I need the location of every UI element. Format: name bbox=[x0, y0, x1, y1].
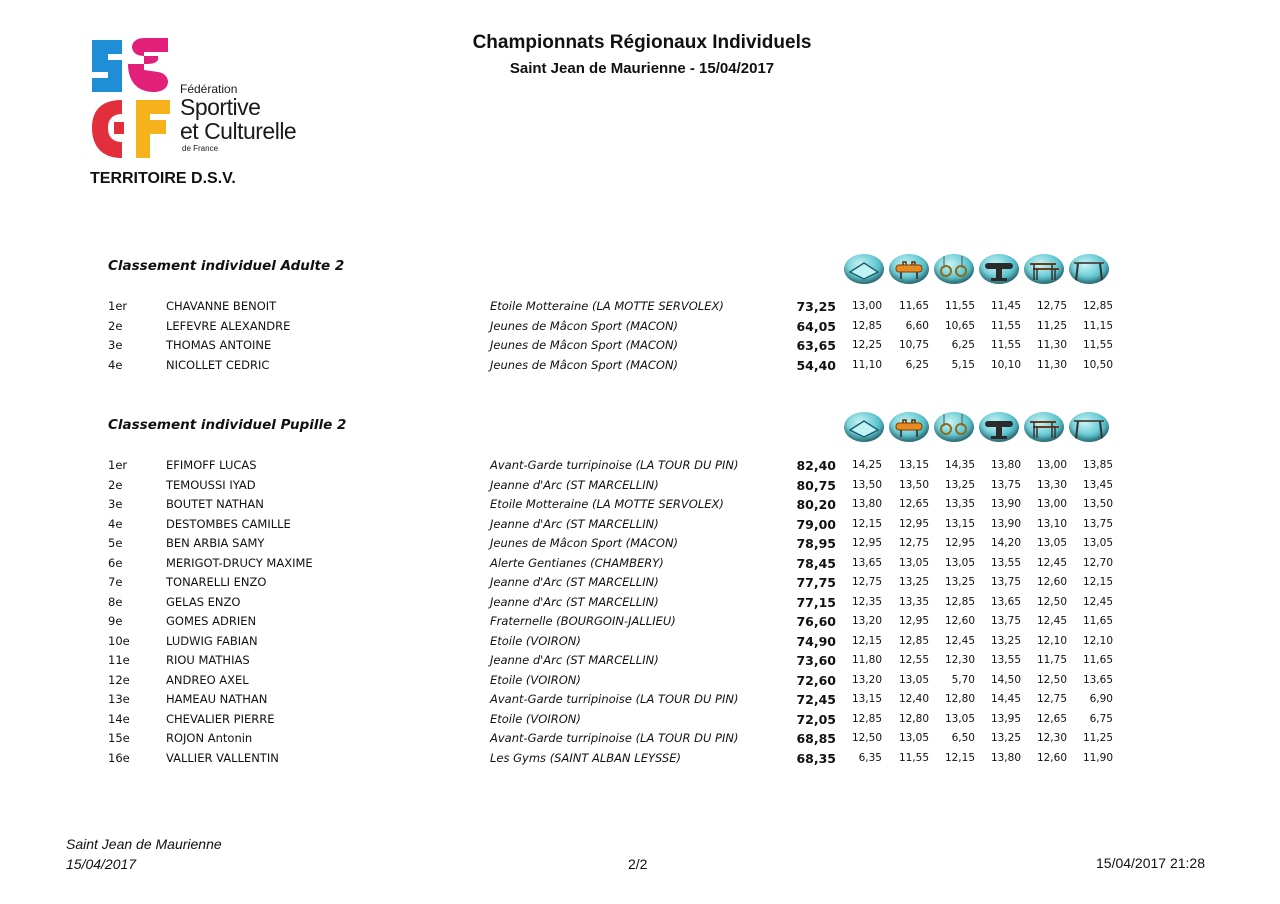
rank-cell: 1er bbox=[108, 458, 128, 472]
apparatus-score-cell: 6,25 bbox=[951, 339, 975, 351]
logo-line-france: de France bbox=[182, 144, 219, 153]
apparatus-score-cell: 13,25 bbox=[898, 576, 929, 588]
apparatus-score-cell: 13,15 bbox=[851, 693, 882, 705]
apparatus-score-cell: 12,75 bbox=[1036, 300, 1067, 312]
apparatus-score-cell: 13,75 bbox=[990, 478, 1021, 491]
apparatus-score-cell: 13,05 bbox=[898, 556, 929, 569]
club-cell: Jeunes de Mâcon Sport (MACON) bbox=[490, 318, 679, 333]
apparatus-score-cell: 13,85 bbox=[1082, 459, 1113, 471]
apparatus-score-cell: 11,80 bbox=[851, 654, 882, 666]
apparatus-score-cell: 11,25 bbox=[1082, 732, 1113, 744]
gymnast-name-cell: ANDREO AXEL bbox=[166, 672, 249, 687]
rank-cell: 12e bbox=[108, 672, 130, 687]
parallel-bars-icon bbox=[1024, 412, 1064, 442]
total-score-cell: 73,60 bbox=[796, 653, 836, 668]
total-score-cell: 72,45 bbox=[796, 692, 836, 707]
apparatus-score-cell: 10,75 bbox=[898, 339, 929, 351]
total-score-cell: 77,15 bbox=[796, 594, 836, 610]
total-score-cell: 63,65 bbox=[796, 338, 836, 353]
club-cell: Les Gyms (SAINT ALBAN LEYSSE) bbox=[490, 750, 681, 765]
apparatus-score-cell: 13,55 bbox=[990, 654, 1021, 666]
apparatus-score-cell: 12,10 bbox=[1036, 634, 1067, 647]
rank-cell: 10e bbox=[108, 633, 130, 648]
apparatus-score-cell: 13,15 bbox=[944, 517, 975, 530]
apparatus-score-cell: 12,75 bbox=[1036, 693, 1067, 705]
apparatus-score-cell: 12,40 bbox=[898, 693, 929, 705]
club-cell: Jeunes de Mâcon Sport (MACON) bbox=[490, 357, 679, 372]
apparatus-score-cell: 10,65 bbox=[944, 319, 975, 332]
apparatus-score-cell: 11,55 bbox=[990, 319, 1021, 332]
rank-cell: 11e bbox=[108, 653, 130, 667]
section-title: Classement individuel Adulte 2 bbox=[108, 258, 345, 274]
rank-cell: 4e bbox=[108, 516, 123, 531]
rank-cell: 3e bbox=[108, 497, 123, 511]
result-row bbox=[0, 634, 1280, 653]
result-row bbox=[0, 319, 1280, 338]
apparatus-score-cell: 11,55 bbox=[898, 751, 929, 764]
apparatus-score-cell: 12,85 bbox=[944, 595, 975, 608]
apparatus-score-cell: 13,05 bbox=[1082, 537, 1113, 549]
club-cell: Jeanne d'Arc (ST MARCELLIN) bbox=[490, 594, 659, 609]
footer-place: Saint Jean de Maurienne bbox=[66, 836, 222, 852]
total-score-cell: 74,90 bbox=[796, 633, 836, 649]
page-subtitle: Saint Jean de Maurienne - 15/04/2017 bbox=[509, 60, 775, 77]
apparatus-score-cell: 11,55 bbox=[1082, 339, 1113, 351]
apparatus-score-cell: 12,50 bbox=[1036, 595, 1067, 608]
apparatus-score-cell: 13,50 bbox=[898, 478, 929, 491]
result-row bbox=[0, 731, 1280, 750]
apparatus-score-cell: 13,35 bbox=[944, 498, 975, 510]
gymnast-name-cell: LEFEVRE ALEXANDRE bbox=[166, 318, 291, 333]
apparatus-score-cell: 13,75 bbox=[990, 615, 1021, 627]
club-cell: Etoile Motteraine (LA MOTTE SERVOLEX) bbox=[490, 497, 724, 511]
apparatus-score-cell: 12,25 bbox=[851, 339, 882, 351]
apparatus-score-cell: 13,30 bbox=[1036, 478, 1067, 491]
apparatus-score-cell: 12,60 bbox=[1036, 751, 1067, 764]
total-score-cell: 79,00 bbox=[796, 516, 836, 532]
pommel-horse-icon bbox=[889, 254, 929, 284]
apparatus-score-cell: 12,95 bbox=[898, 615, 929, 627]
apparatus-score-cell: 11,15 bbox=[1082, 319, 1113, 332]
rank-cell: 8e bbox=[108, 594, 123, 609]
apparatus-score-cell: 13,55 bbox=[990, 556, 1021, 569]
logo-line-federation: Fédération bbox=[180, 82, 238, 96]
apparatus-score-cell: 6,25 bbox=[905, 358, 929, 371]
club-cell: Avant-Garde turripinoise (LA TOUR DU PIN) bbox=[490, 692, 739, 706]
result-row bbox=[0, 536, 1280, 555]
apparatus-score-cell: 14,35 bbox=[944, 459, 975, 471]
apparatus-score-cell: 12,45 bbox=[1036, 615, 1067, 627]
club-cell: Jeanne d'Arc (ST MARCELLIN) bbox=[490, 516, 659, 531]
apparatus-score-cell: 13,15 bbox=[898, 459, 929, 471]
total-score-cell: 54,40 bbox=[796, 357, 836, 373]
apparatus-score-cell: 12,85 bbox=[898, 634, 929, 647]
apparatus-score-cell: 13,05 bbox=[898, 732, 929, 744]
apparatus-score-cell: 11,65 bbox=[1082, 615, 1113, 627]
result-row bbox=[0, 712, 1280, 731]
apparatus-score-cell: 13,35 bbox=[898, 595, 929, 608]
territoire-label: TERRITOIRE D.S.V. bbox=[90, 170, 236, 187]
apparatus-score-cell: 13,00 bbox=[1036, 498, 1067, 510]
apparatus-score-cell: 12,10 bbox=[1082, 634, 1113, 647]
club-cell: Jeanne d'Arc (ST MARCELLIN) bbox=[490, 653, 659, 667]
apparatus-score-cell: 13,80 bbox=[990, 459, 1021, 471]
rank-cell: 13e bbox=[108, 692, 130, 706]
gymnast-name-cell: HAMEAU NATHAN bbox=[166, 692, 268, 706]
apparatus-score-cell: 13,65 bbox=[990, 595, 1021, 608]
apparatus-score-cell: 14,20 bbox=[990, 537, 1021, 549]
apparatus-score-cell: 10,10 bbox=[990, 358, 1021, 371]
gymnast-name-cell: CHEVALIER PIERRE bbox=[166, 711, 275, 726]
club-cell: Jeanne d'Arc (ST MARCELLIN) bbox=[490, 575, 659, 589]
gymnast-name-cell: THOMAS ANTOINE bbox=[166, 338, 272, 352]
apparatus-score-cell: 12,50 bbox=[851, 732, 882, 744]
club-cell: Jeunes de Mâcon Sport (MACON) bbox=[490, 536, 679, 550]
result-row bbox=[0, 299, 1280, 318]
apparatus-score-cell: 13,80 bbox=[990, 751, 1021, 764]
apparatus-score-cell: 13,25 bbox=[990, 732, 1021, 744]
gymnast-name-cell: EFIMOFF LUCAS bbox=[166, 458, 257, 472]
rank-cell: 7e bbox=[108, 575, 123, 589]
floor-icon bbox=[844, 412, 884, 442]
total-score-cell: 68,85 bbox=[796, 731, 836, 746]
pommel-horse-icon bbox=[889, 412, 929, 442]
apparatus-score-cell: 12,95 bbox=[898, 517, 929, 530]
apparatus-score-cell: 13,25 bbox=[990, 634, 1021, 647]
apparatus-score-cell: 11,10 bbox=[851, 358, 882, 371]
apparatus-score-cell: 12,80 bbox=[898, 712, 929, 725]
total-score-cell: 68,35 bbox=[796, 750, 836, 766]
result-row bbox=[0, 338, 1280, 357]
footer-page-number: 2/2 bbox=[628, 856, 648, 872]
gymnast-name-cell: GOMES ADRIEN bbox=[166, 614, 257, 628]
apparatus-score-cell: 12,15 bbox=[1082, 576, 1113, 588]
apparatus-score-cell: 11,65 bbox=[898, 300, 929, 312]
rank-cell: 3e bbox=[108, 338, 123, 352]
footer-date: 15/04/2017 bbox=[66, 856, 137, 872]
apparatus-score-cell: 6,35 bbox=[858, 751, 882, 764]
apparatus-score-cell: 12,35 bbox=[851, 595, 882, 608]
gymnast-name-cell: RIOU MATHIAS bbox=[166, 653, 250, 667]
apparatus-score-cell: 12,65 bbox=[1036, 712, 1067, 725]
apparatus-score-cell: 11,45 bbox=[990, 300, 1021, 312]
apparatus-score-cell: 12,15 bbox=[944, 751, 975, 764]
apparatus-score-cell: 13,65 bbox=[1082, 673, 1113, 686]
rank-cell: 16e bbox=[108, 750, 130, 765]
club-cell: Etoile (VOIRON) bbox=[490, 672, 581, 687]
rank-cell: 15e bbox=[108, 731, 130, 745]
apparatus-score-cell: 11,55 bbox=[990, 339, 1021, 351]
apparatus-score-cell: 12,85 bbox=[1082, 300, 1113, 312]
apparatus-score-cell: 11,55 bbox=[944, 300, 975, 312]
apparatus-score-cell: 13,95 bbox=[990, 712, 1021, 725]
rings-icon bbox=[934, 254, 974, 284]
apparatus-score-cell: 12,15 bbox=[851, 634, 882, 647]
apparatus-score-cell: 14,45 bbox=[990, 693, 1021, 705]
total-score-cell: 73,25 bbox=[796, 299, 836, 314]
total-score-cell: 78,95 bbox=[796, 536, 836, 551]
apparatus-score-cell: 12,75 bbox=[898, 537, 929, 549]
apparatus-score-cell: 12,95 bbox=[944, 537, 975, 549]
apparatus-score-cell: 5,70 bbox=[951, 673, 975, 686]
apparatus-score-cell: 13,25 bbox=[944, 576, 975, 588]
section-title: Classement individuel Pupille 2 bbox=[108, 417, 347, 433]
apparatus-score-cell: 11,65 bbox=[1082, 654, 1113, 666]
result-row bbox=[0, 692, 1280, 711]
result-row bbox=[0, 517, 1280, 536]
rank-cell: 14e bbox=[108, 711, 130, 726]
gymnast-name-cell: BOUTET NATHAN bbox=[166, 497, 264, 511]
rank-cell: 9e bbox=[108, 614, 123, 628]
apparatus-score-cell: 6,75 bbox=[1089, 712, 1113, 725]
apparatus-score-cell: 13,20 bbox=[851, 615, 882, 627]
gymnast-name-cell: GELAS ENZO bbox=[166, 594, 241, 609]
gymnast-name-cell: MERIGOT-DRUCY MAXIME bbox=[166, 555, 313, 570]
apparatus-score-cell: 6,60 bbox=[905, 319, 929, 332]
club-cell: Avant-Garde turripinoise (LA TOUR DU PIN) bbox=[490, 731, 739, 745]
floor-icon bbox=[844, 254, 884, 284]
apparatus-score-cell: 12,45 bbox=[1036, 556, 1067, 569]
apparatus-score-cell: 13,50 bbox=[851, 478, 882, 491]
apparatus-score-cell: 13,75 bbox=[990, 576, 1021, 588]
total-score-cell: 72,05 bbox=[796, 711, 836, 727]
total-score-cell: 78,45 bbox=[796, 555, 836, 571]
apparatus-score-cell: 13,10 bbox=[1036, 517, 1067, 530]
result-row bbox=[0, 556, 1280, 575]
apparatus-score-cell: 13,50 bbox=[1082, 498, 1113, 510]
apparatus-score-cell: 5,15 bbox=[951, 358, 975, 371]
gymnast-name-cell: LUDWIG FABIAN bbox=[166, 633, 258, 648]
apparatus-score-cell: 11,25 bbox=[1036, 319, 1067, 332]
footer-timestamp: 15/04/2017 21:28 bbox=[1096, 855, 1205, 871]
apparatus-score-cell: 11,30 bbox=[1036, 358, 1067, 371]
vault-icon bbox=[979, 412, 1019, 442]
apparatus-score-cell: 12,85 bbox=[851, 319, 882, 332]
total-score-cell: 80,20 bbox=[796, 497, 836, 512]
apparatus-score-cell: 12,85 bbox=[851, 712, 882, 725]
club-cell: Etoile Motteraine (LA MOTTE SERVOLEX) bbox=[490, 299, 724, 313]
apparatus-score-cell: 12,30 bbox=[944, 654, 975, 666]
apparatus-score-cell: 13,45 bbox=[1082, 478, 1113, 491]
club-cell: Alerte Gentianes (CHAMBERY) bbox=[490, 555, 664, 570]
apparatus-score-cell: 12,45 bbox=[1082, 595, 1113, 608]
high-bar-icon bbox=[1069, 254, 1109, 284]
apparatus-score-cell: 12,75 bbox=[851, 576, 882, 588]
gymnast-name-cell: CHAVANNE BENOIT bbox=[166, 299, 277, 313]
apparatus-score-cell: 13,90 bbox=[990, 517, 1021, 530]
apparatus-score-cell: 10,50 bbox=[1082, 358, 1113, 371]
total-score-cell: 72,60 bbox=[796, 672, 836, 688]
apparatus-score-cell: 6,50 bbox=[951, 732, 975, 744]
apparatus-score-cell: 12,30 bbox=[1036, 732, 1067, 744]
rank-cell: 1er bbox=[108, 299, 128, 313]
gymnast-name-cell: TONARELLI ENZO bbox=[166, 575, 267, 589]
result-row bbox=[0, 358, 1280, 377]
apparatus-score-cell: 12,55 bbox=[898, 654, 929, 666]
result-row bbox=[0, 614, 1280, 633]
apparatus-score-cell: 13,75 bbox=[1082, 517, 1113, 530]
gymnast-name-cell: BEN ARBIA SAMY bbox=[166, 536, 265, 550]
apparatus-score-cell: 12,60 bbox=[944, 615, 975, 627]
apparatus-score-cell: 14,25 bbox=[851, 459, 882, 471]
apparatus-score-cell: 12,50 bbox=[1036, 673, 1067, 686]
apparatus-score-cell: 11,90 bbox=[1082, 751, 1113, 764]
total-score-cell: 64,05 bbox=[796, 318, 836, 334]
logo-line-culturelle: et Culturelle bbox=[180, 118, 297, 144]
high-bar-icon bbox=[1069, 412, 1109, 442]
apparatus-score-cell: 13,00 bbox=[851, 300, 882, 312]
apparatus-score-cell: 12,45 bbox=[944, 634, 975, 647]
result-row bbox=[0, 673, 1280, 692]
gymnast-name-cell: NICOLLET CEDRIC bbox=[166, 357, 270, 372]
rank-cell: 5e bbox=[108, 536, 123, 550]
rings-icon bbox=[934, 412, 974, 442]
apparatus-score-cell: 11,30 bbox=[1036, 339, 1067, 351]
result-row bbox=[0, 497, 1280, 516]
club-cell: Jeanne d'Arc (ST MARCELLIN) bbox=[490, 477, 659, 492]
apparatus-score-cell: 12,60 bbox=[1036, 576, 1067, 588]
result-row bbox=[0, 751, 1280, 770]
club-cell: Fraternelle (BOURGOIN-JALLIEU) bbox=[490, 614, 676, 628]
club-cell: Etoile (VOIRON) bbox=[490, 633, 581, 648]
apparatus-score-cell: 13,20 bbox=[851, 673, 882, 686]
apparatus-score-cell: 13,25 bbox=[944, 478, 975, 491]
apparatus-score-cell: 13,05 bbox=[898, 673, 929, 686]
result-row bbox=[0, 458, 1280, 477]
club-cell: Avant-Garde turripinoise (LA TOUR DU PIN) bbox=[490, 458, 739, 472]
apparatus-icons bbox=[844, 254, 1114, 288]
apparatus-score-cell: 13,80 bbox=[851, 498, 882, 510]
gymnast-name-cell: VALLIER VALLENTIN bbox=[166, 750, 279, 765]
club-cell: Jeunes de Mâcon Sport (MACON) bbox=[490, 338, 679, 352]
apparatus-score-cell: 6,90 bbox=[1089, 693, 1113, 705]
apparatus-score-cell: 13,05 bbox=[1036, 537, 1067, 549]
apparatus-icons bbox=[844, 412, 1114, 446]
apparatus-score-cell: 12,80 bbox=[944, 693, 975, 705]
apparatus-score-cell: 13,90 bbox=[990, 498, 1021, 510]
result-row bbox=[0, 653, 1280, 672]
apparatus-score-cell: 12,70 bbox=[1082, 556, 1113, 569]
rank-cell: 2e bbox=[108, 477, 123, 492]
apparatus-score-cell: 12,95 bbox=[851, 537, 882, 549]
club-cell: Etoile (VOIRON) bbox=[490, 711, 581, 726]
total-score-cell: 82,40 bbox=[796, 458, 836, 473]
rank-cell: 6e bbox=[108, 555, 123, 570]
apparatus-score-cell: 11,75 bbox=[1036, 654, 1067, 666]
apparatus-score-cell: 12,15 bbox=[851, 517, 882, 530]
total-score-cell: 80,75 bbox=[796, 477, 836, 493]
total-score-cell: 77,75 bbox=[796, 575, 836, 590]
result-row bbox=[0, 478, 1280, 497]
result-row bbox=[0, 595, 1280, 614]
gymnast-name-cell: ROJON Antonin bbox=[166, 731, 253, 745]
apparatus-score-cell: 14,50 bbox=[990, 673, 1021, 686]
apparatus-score-cell: 12,65 bbox=[898, 498, 929, 510]
gymnast-name-cell: TEMOUSSI IYAD bbox=[166, 477, 256, 492]
logo-line-sportive: Sportive bbox=[180, 94, 261, 120]
rank-cell: 2e bbox=[108, 318, 123, 333]
apparatus-score-cell: 13,00 bbox=[1036, 459, 1067, 471]
result-row bbox=[0, 575, 1280, 594]
total-score-cell: 76,60 bbox=[796, 614, 836, 629]
apparatus-score-cell: 13,05 bbox=[944, 556, 975, 569]
vault-icon bbox=[979, 254, 1019, 284]
rank-cell: 4e bbox=[108, 357, 123, 372]
page-title: Championnats Régionaux Individuels bbox=[472, 32, 812, 53]
parallel-bars-icon bbox=[1024, 254, 1064, 284]
apparatus-score-cell: 13,65 bbox=[851, 556, 882, 569]
apparatus-score-cell: 13,05 bbox=[944, 712, 975, 725]
gymnast-name-cell: DESTOMBES CAMILLE bbox=[166, 516, 291, 531]
